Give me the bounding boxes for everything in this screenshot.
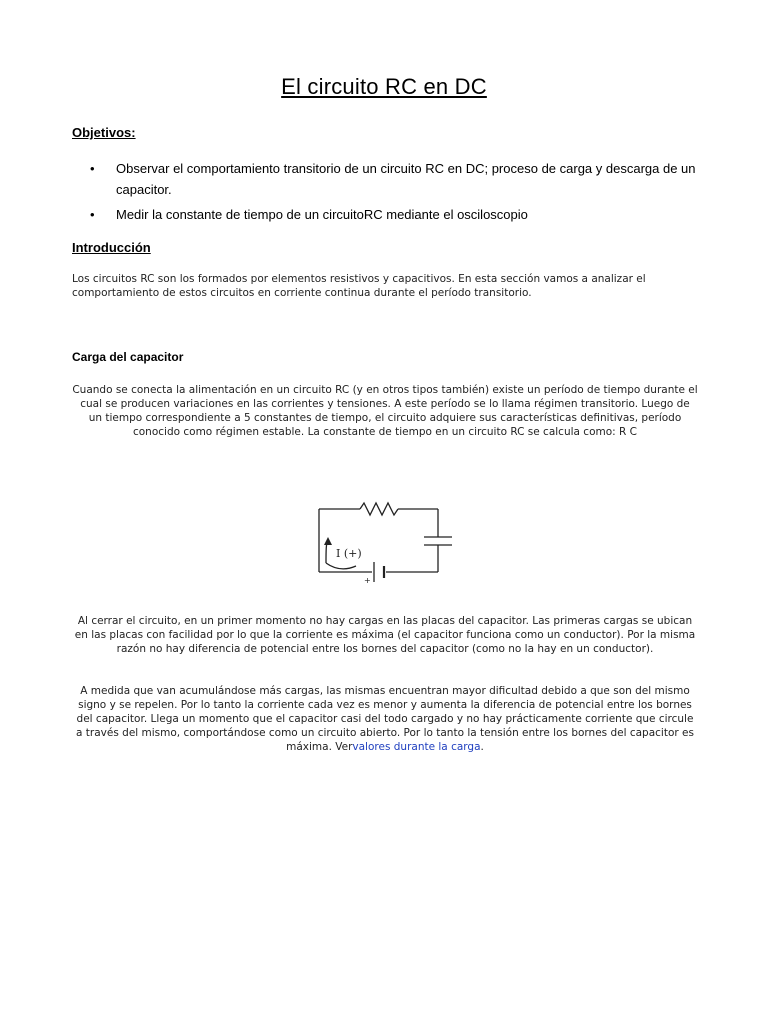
carga-heading: Carga del capacitor <box>72 350 184 364</box>
objective-text-1: Observar el comportamiento transitorio de un circuito RC en DC; proceso de carga y descarga de un capacitor. <box>116 161 696 197</box>
objective-text-2: Medir la constante de tiempo de un circuitoRC mediante el osciloscopio <box>116 207 528 222</box>
bullet-icon: • <box>90 161 95 176</box>
carga-paragraph-3-end: . <box>480 741 484 753</box>
intro-heading: Introducción <box>72 240 151 255</box>
objectives-list <box>88 158 708 229</box>
resistor-symbol <box>360 503 398 515</box>
battery-plus-label: + <box>364 576 371 585</box>
rc-circuit-diagram <box>312 493 462 593</box>
current-label: I (+) <box>336 547 362 560</box>
valores-carga-link[interactable]: valores durante la carga <box>352 741 481 753</box>
carga-paragraph-1: Cuando se conecta la alimentación en un circuito RC (y en otros tipos también) existe un período de tiempo durante el cual se producen variaciones en las corrientes y tensiones. A este período se lo llama régimen transitorio. Luego de un tiempo correspondiente a 5 constantes de tiempo, el circuito adquiere sus características definitivas, período conocido como régimen estable. La constante de tiempo en un circuito RC se calcula como: R C <box>72 384 698 438</box>
arrow-head-icon <box>324 537 332 545</box>
list-item <box>88 158 708 200</box>
page-title: El circuito RC en DC <box>281 74 487 99</box>
list-item <box>88 204 708 225</box>
objectives-heading: Objetivos: <box>72 125 136 140</box>
carga-paragraph-3-text: A medida que van acumulándose más cargas, las mismas encuentran mayor dificultad debido a que son del mismo signo y se repelen. Por lo tanto la corriente cada vez es menor y aumenta la diferencia de potencial entre los bornes del capacitor. Llega un momento que el capacitor casi del todo cargado y no hay prácticamente corriente que circule a través del mismo, comportándose como un circuito abierto. Por lo tanto la tensión entre los bornes del capacitor es máxima. Ver <box>76 685 694 753</box>
carga-paragraph-3 <box>72 684 698 754</box>
current-arrow-curve <box>326 563 356 569</box>
bullet-icon: • <box>90 207 95 222</box>
intro-paragraph: Los circuitos RC son los formados por elementos resistivos y capacitivos. En esta sección vamos a analizar el comportamiento de estos circuitos en corriente continua durante el período transitorio. <box>72 273 646 299</box>
carga-paragraph-2: Al cerrar el circuito, en un primer momento no hay cargas en las placas del capacitor. Las primeras cargas se ubican en las placas con facilidad por lo que la corriente es máxima (el capacitor funciona como un conductor). Por la misma razón no hay diferencia de potencial entre los bornes del capacitor (como no la hay en un conductor). <box>74 615 696 655</box>
